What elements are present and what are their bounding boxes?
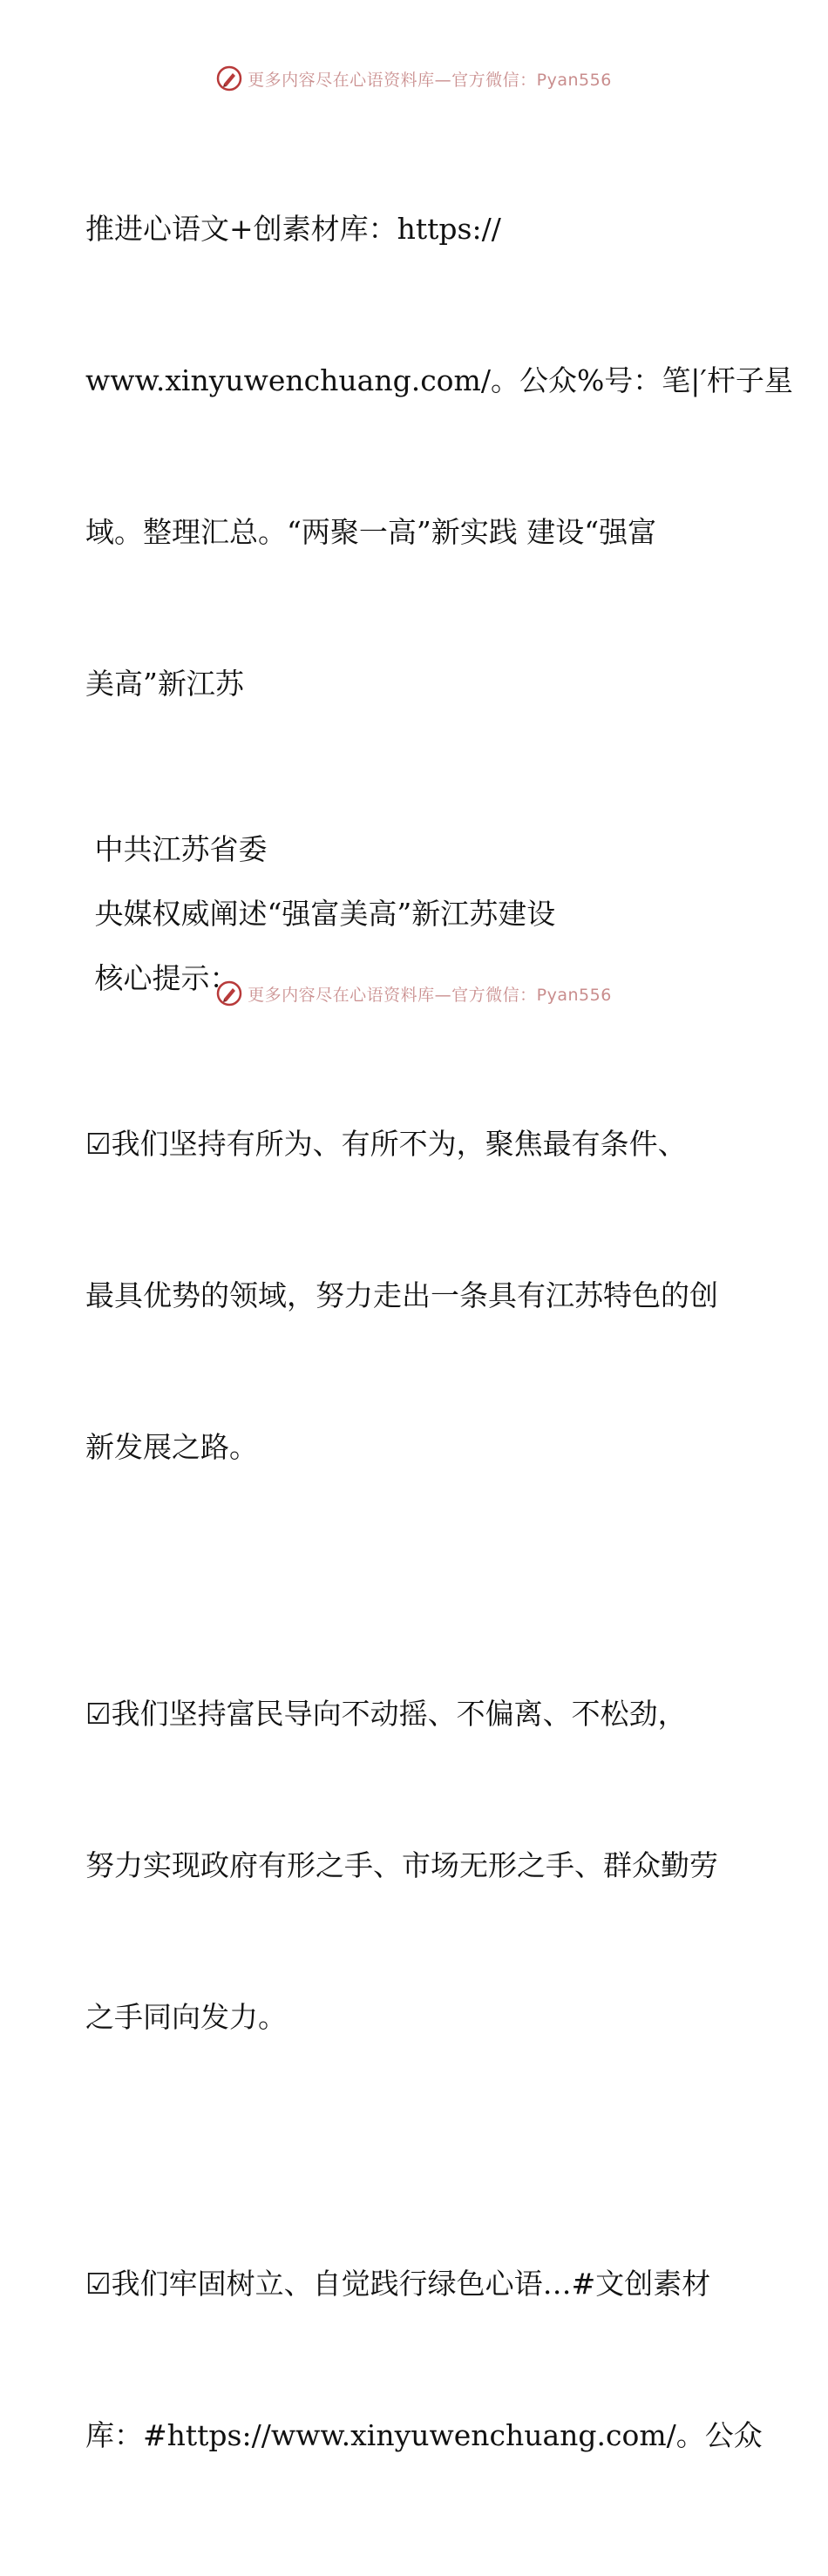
point-line: 库：#https://www.xinyuwenchuang.com/。公众 [85, 2418, 763, 2452]
header-banner [0, 61, 828, 96]
author-line: 中共江苏省委 [85, 832, 268, 866]
tips-heading: 核心提示： [85, 961, 239, 995]
intro-line: www.xinyuwenchuang.com/。公众%号：笔|′杆子星 [85, 363, 793, 397]
point-line: ☑我们牢固树立、自觉践行绿色心语…#文创素材 [85, 2267, 711, 2301]
point-line: 新发展之路。 [85, 1430, 258, 1464]
point-line: 努力实现政府有形之手、市场无形之手、群众勤劳 [85, 1848, 718, 1882]
point-line: ☑我们坚持富民导向不动摇、不偏离、不松劲， [85, 1697, 687, 1731]
point-paragraph-1 [85, 1018, 741, 1574]
pen-logo-icon [216, 980, 242, 1007]
footer-banner [0, 976, 828, 1011]
point-line: 最具优势的领域，努力走出一条具有江苏特色的创 [85, 1278, 718, 1312]
footer-banner-text: 更多内容尽在心语资料库—官方微信：Pyan556 [248, 985, 612, 1005]
intro-line: 美高”新江苏 [85, 667, 244, 701]
intro-line: 域。整理汇总。“两聚一高”新实践 建设“强富 [85, 515, 657, 549]
header-banner-text: 更多内容尽在心语资料库—官方微信：Pyan556 [248, 70, 612, 90]
article-subtitle: 央媒权威阐述“强富美高”新江苏建设 [85, 897, 556, 931]
point-line: ☑我们坚持有所为、有所不为，聚焦最有条件、 [85, 1127, 687, 1161]
pen-logo-icon [216, 65, 242, 92]
intro-paragraph [85, 103, 793, 810]
intro-line: 推进心语文+创素材库：https:// [85, 212, 501, 246]
point-line: 之手同向发力。 [85, 2000, 287, 2034]
point-paragraph-3 [85, 2158, 763, 2562]
point-paragraph-2 [85, 1588, 741, 2144]
document-body [85, 103, 793, 2576]
